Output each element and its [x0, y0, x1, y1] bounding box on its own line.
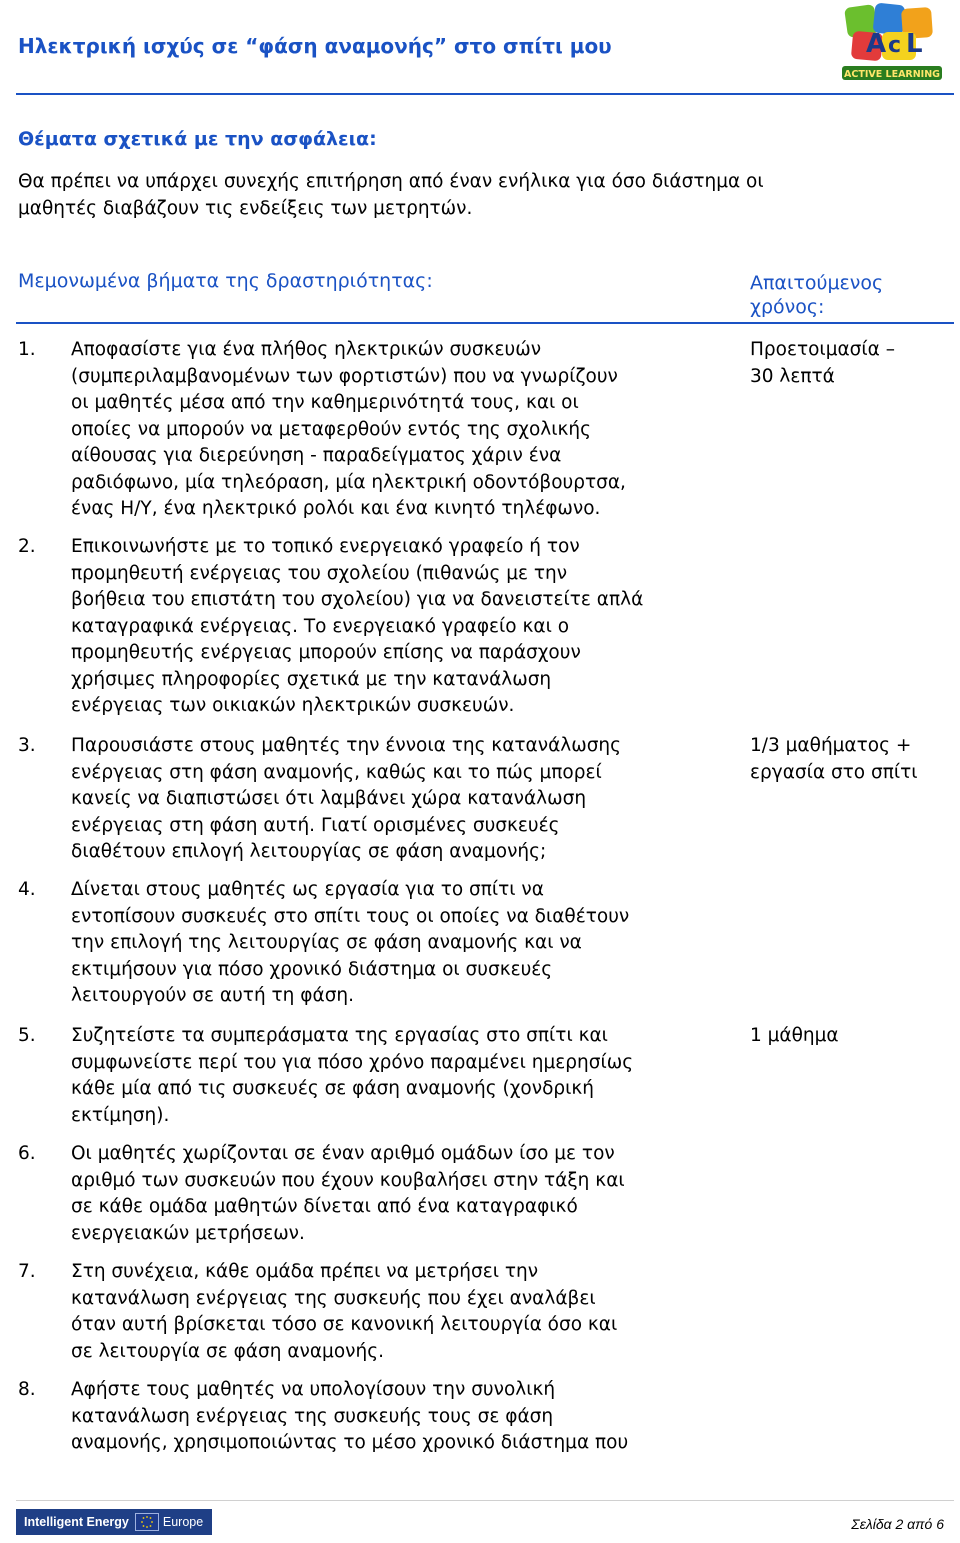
step-line: κάθε μία από τις συσκευές σε φάση αναμονής (χονδρική [71, 1078, 595, 1099]
step-line: ενέργειας στη φάση αναμονής, καθώς και το πώς μπορεί [71, 761, 602, 783]
step-line: Παρουσιάστε στους μαθητές την έννοια της κατανάλωσης [71, 735, 622, 756]
brand-name: Intelligent Energy [24, 1515, 129, 1529]
step-line: σε κάθε ομάδα μαθητών δίνεται από ένα καταγραφικό [71, 1196, 578, 1217]
step-item [18, 733, 730, 866]
step-line: Συζητείστε τα συμπεράσματα της εργασίας στο σπίτι και [71, 1025, 608, 1046]
step-line: εκτίμηση). [71, 1104, 170, 1126]
step-item [18, 1023, 730, 1129]
step-number: 1. [18, 339, 36, 360]
time-line: Προετοιμασία – [750, 339, 895, 360]
step-line: κατανάλωση ενέργειας της συσκευής που έχει αναλάβει [71, 1287, 596, 1309]
step-line: Οι μαθητές χωρίζονται σε έναν αριθμό ομάδων ίσο με τον [71, 1143, 615, 1164]
steps-heading: Μεμονωμένα βήματα της δραστηριότητας: [18, 270, 433, 292]
steps-divider [16, 322, 954, 324]
step-text [71, 877, 730, 1010]
step-text [71, 534, 730, 720]
step-item [18, 1377, 730, 1457]
step-number: 4. [18, 879, 36, 900]
step-line: καταγραφικά ενέργειας. Το ενεργειακό γραφείο και ο [71, 615, 570, 637]
step-line: κανείς να διαπιστώσει ότι λαμβάνει χώρα κατανάλωση [71, 788, 587, 809]
intelligent-energy-logo [16, 1509, 212, 1535]
safety-text [18, 168, 764, 222]
svg-text:A: A [866, 29, 887, 59]
step-line: την επιλογή της λειτουργίας σε φάση αναμονής και να [71, 932, 582, 953]
time-heading [750, 270, 883, 321]
footer-divider [16, 1500, 954, 1501]
step-text [71, 1259, 730, 1365]
header-divider [16, 93, 954, 95]
safety-line: μαθητές διαβάζουν τις ενδείξεις των μετρητών. [18, 198, 473, 219]
brand-region: Europe [162, 1515, 204, 1529]
time-cell [750, 1023, 950, 1050]
step-line: Στη συνέχεια, κάθε ομάδα πρέπει να μετρήσει την [71, 1261, 539, 1282]
step-line: οι μαθητές μέσα από την καθημερινότητά τους, και οι [71, 392, 579, 413]
time-heading-line: Απαιτούμενος [750, 272, 884, 294]
step-line: (συμπεριλαμβανομένων των φορτιστών) που να γνωρίζουν [71, 365, 618, 387]
step-item [18, 337, 730, 523]
time-cell [750, 733, 950, 786]
step-line: αριθμό των συσκευών που έχουν κουβαλήσει στην τάξη και [71, 1169, 625, 1191]
page-number: Σελίδα 2 από 6 [851, 1516, 944, 1532]
step-text [71, 1377, 730, 1457]
step-text [71, 1141, 730, 1247]
step-number: 8. [18, 1379, 36, 1400]
step-item [18, 877, 730, 1010]
step-line: λειτουργούν σε αυτή τη φάση. [71, 985, 355, 1006]
step-line: εκτιμήσουν για πόσο χρονικό διάστημα οι συσκευές [71, 958, 553, 980]
step-number: 3. [18, 735, 36, 756]
step-number: 6. [18, 1143, 36, 1164]
step-item [18, 1259, 730, 1365]
step-line: εντοπίσουν συσκευές στο σπίτι τους οι οποίες να διαθέτουν [71, 905, 630, 927]
page-title: Ηλεκτρική ισχύς σε “φάση αναμονής” στο σπίτι μου [18, 34, 612, 58]
step-line: προμηθευτή ενέργειας του σχολείου (πιθανώς με την [71, 562, 568, 584]
step-line: Δίνεται στους μαθητές ως εργασία για το σπίτι να [71, 879, 544, 900]
safety-heading: Θέματα σχετικά με την ασφάλεια: [18, 128, 377, 150]
step-number: 7. [18, 1261, 36, 1282]
step-line: Αφήστε τους μαθητές να υπολογίσουν την συνολική [71, 1379, 556, 1400]
step-line: βοήθεια του επιστάτη του σχολείου) για να δανειστείτε απλά [71, 589, 644, 610]
step-number: 5. [18, 1025, 36, 1046]
svg-text:L: L [906, 29, 923, 59]
active-learning-logo [830, 2, 948, 84]
svg-text:c: c [888, 33, 902, 58]
step-text [71, 733, 730, 866]
step-line: ενέργειας των οικιακών ηλεκτρικών συσκευών. [71, 695, 515, 716]
step-line: οποίες να μπορούν να μεταφερθούν εντός της σχολικής [71, 418, 591, 440]
step-line: συμφωνείστε περί του για πόσο χρόνο παραμένει ημερησίως [71, 1051, 634, 1073]
time-line: εργασία στο σπίτι [750, 761, 918, 783]
step-line: αναμονής, χρησιμοποιώντας το μέσο χρονικό διάστημα που [71, 1432, 629, 1453]
step-item [18, 1141, 730, 1247]
step-line: σε λειτουργία σε φάση αναμονής. [71, 1340, 384, 1362]
safety-line: Θα πρέπει να υπάρχει συνεχής επιτήρηση από έναν ενήλικα για όσο διάστημα οι [18, 171, 764, 192]
step-line: χρήσιμες πληροφορίες σχετικά με την κατανάλωση [71, 668, 552, 690]
step-number: 2. [18, 536, 36, 557]
step-text [71, 337, 730, 523]
step-line: διαθέτουν επιλογή λειτουργίας σε φάση αναμονής; [71, 841, 547, 862]
step-line: ενεργειακών μετρήσεων. [71, 1222, 305, 1244]
step-line: όταν αυτή βρίσκεται τόσο σε κανονική λειτουργία όσο και [71, 1314, 618, 1335]
time-line: 1 μάθημα [750, 1025, 839, 1046]
step-line: προμηθευτής ενέργειας μπορούν επίσης να παράσχουν [71, 642, 581, 663]
step-text [71, 1023, 730, 1129]
step-item [18, 534, 730, 720]
time-line: 1/3 μαθήματος + [750, 735, 912, 756]
step-line: ένας Η/Υ, ένα ηλεκτρικό ρολόι και ένα κινητό τηλέφωνο. [71, 498, 601, 519]
eu-flag-icon [135, 1513, 159, 1531]
time-line: 30 λεπτά [750, 365, 835, 387]
step-line: Επικοινωνήστε με το τοπικό ενεργειακό γραφείο ή τον [71, 536, 580, 557]
time-heading-line: χρόνος: [750, 296, 825, 318]
step-line: κατανάλωση ενέργειας της συσκευής τους σε φάση [71, 1405, 554, 1427]
time-cell [750, 337, 950, 390]
step-line: Αποφασίστε για ένα πλήθος ηλεκτρικών συσκευών [71, 339, 542, 360]
svg-text:ACTIVE LEARNING: ACTIVE LEARNING [844, 69, 940, 80]
step-line: αίθουσας για διερεύνηση - παραδείγματος χάριν ένα [71, 445, 562, 466]
step-line: ραδιόφωνο, μία τηλεόραση, μία ηλεκτρική οδοντόβουρτσα, [71, 471, 626, 493]
step-line: ενέργειας στη φάση αυτή. Γιατί ορισμένες συσκευές [71, 814, 560, 836]
